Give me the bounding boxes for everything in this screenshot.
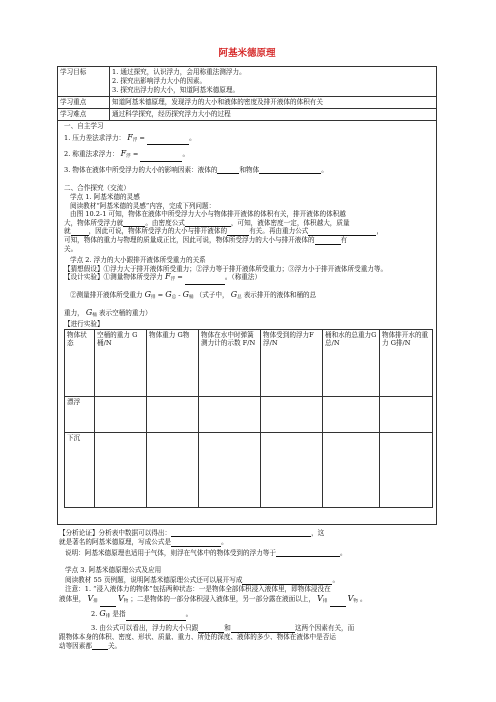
self-q2: 2. 称重法求浮力： $F_浮$ = 。 — [64, 150, 434, 162]
row-label: 漂浮 — [65, 396, 95, 432]
table-cell[interactable] — [380, 432, 433, 507]
analysis-section — [57, 529, 437, 558]
answer-blank[interactable] — [147, 137, 189, 145]
document-page — [57, 0, 437, 650]
answer-blank[interactable] — [315, 237, 341, 245]
s1-p3: 就 ，因此可说，物体所受浮力的大小与排开液体的 有关。再由重力公式 ， — [64, 227, 383, 236]
key-row — [58, 97, 437, 109]
goal-item: 2. 探究出影响浮力大小的因素。 — [112, 77, 207, 85]
diff-row — [58, 109, 437, 121]
answer-blank[interactable] — [242, 577, 332, 585]
s1-p1: 由图 10.2-1 可知，物体在液体中所受浮力大小与物体排开液体的体积有关，排开液体的体积越 — [70, 210, 346, 219]
s3-title: 学点 3. 阿基米德原理公式及应用 — [65, 566, 162, 575]
table-header: 物体重力 G物 — [147, 329, 199, 396]
s1-p4: 可知，物体的重力与物理的质量成正比，因此可说，物体所受浮力的大小与排开液体的 有 — [64, 235, 348, 244]
key-text: 知道阿基米德原理，发现浮力的大小和液体的密度及排开液体的体积有关 — [110, 97, 437, 109]
answer-blank[interactable] — [330, 599, 346, 607]
self-q3: 3. 物体在液体中所受浮力的大小的影响因素：液体的 和物体 。 — [64, 165, 328, 174]
answer-blank[interactable] — [71, 228, 89, 236]
s2-title: 学点 2. 浮力的大小跟排开液体所受重力的关系 — [70, 256, 206, 265]
s3-note-4: 3. 由公式可以看出，浮力的大小只跟 和 这两个因素有关，而 — [91, 624, 355, 633]
answer-blank[interactable] — [259, 166, 321, 174]
table-cell[interactable] — [261, 432, 323, 507]
answer-blank[interactable] — [140, 154, 182, 162]
s3-note-3: 2. $G_排$ 是指 。 — [59, 610, 437, 622]
s2-experiment-label: 【进行实验】 — [64, 320, 104, 329]
table-cell[interactable] — [261, 396, 323, 432]
content-frame — [57, 121, 437, 525]
self-heading: 一、自主学习 — [64, 122, 104, 130]
coop-heading: 二、合作探究（交流） — [64, 184, 130, 193]
goal-row — [58, 67, 437, 97]
s2-measure-cont: 重力， $G_桶$ 表示空桶的重力） — [64, 307, 152, 318]
answer-blank[interactable] — [171, 539, 221, 547]
answer-blank[interactable] — [217, 166, 239, 174]
answer-blank[interactable] — [185, 277, 225, 285]
table-header: 桶和水的总重力G总/N — [323, 329, 380, 396]
answer-blank[interactable] — [276, 549, 340, 557]
s3-read: 阅读教材 55 页例题，说明阿基米德原理公式还可以展开写成 。 — [65, 576, 340, 585]
table-header: 物体受到的浮力F浮/N — [261, 329, 323, 396]
s2-design: 【设计实验】①测量物体所受浮力 $F_浮$ = 。（称重法） — [64, 273, 434, 285]
diff-label: 学习难点 — [58, 109, 110, 121]
s2-measure: ②测量排开液体所受重力 $G_排 = G_总 - G_桶$ （式子中， $G_总$ 表示排开的液体和桶的总 — [70, 289, 317, 300]
table-cell[interactable] — [95, 396, 147, 432]
s3-note-5: 跟物体本身的体积、密度、形状、质量、重力、所处的深度、液体的多少、物体在液体中是否运 — [59, 633, 336, 642]
row-label: 下沉 — [65, 432, 95, 507]
table-cell[interactable] — [147, 432, 199, 507]
experiment-table — [64, 329, 433, 508]
s3-note-1: 注意：1. “浸入液体力的物体”包括两种状态：一是物体全部体积浸入液体里，即物体浸没在 — [65, 584, 331, 593]
answer-blank[interactable] — [171, 529, 311, 537]
table-cell[interactable] — [95, 432, 147, 507]
analysis-line-1: 【分析论证】分析表中数据可以得出： ，这 — [59, 528, 325, 537]
table-header: 空桶的重力 G桶/N — [95, 329, 147, 396]
table-row — [65, 396, 433, 432]
answer-blank[interactable] — [92, 642, 108, 650]
s1-read: 阅读教材“阿基米德的灵感”内容，完成下列问题： — [70, 201, 216, 210]
answer-blank[interactable] — [100, 599, 116, 607]
s2-guess: 【猜想假设】①浮力大于排开液体所受重力；②浮力等于排开液体所受重力；③浮力小于排开液体所受重力等。 — [64, 264, 388, 273]
table-header-row — [65, 329, 433, 396]
answer-blank[interactable] — [231, 625, 295, 633]
table-header: 物体在水中时弹簧测力计的示数 F/N — [199, 329, 261, 396]
diff-text: 通过科学探究，经历探究浮力大小的过程 — [110, 109, 437, 121]
table-cell[interactable] — [323, 432, 380, 507]
answer-blank[interactable] — [227, 228, 249, 236]
s1-title: 学点 1. 阿基米德的灵感 — [70, 192, 140, 201]
table-cell[interactable] — [323, 396, 380, 432]
s1-p2: 大，物体所受浮力就 。由密度公式 ，可知，液体密度一定，体积越大，质量 — [64, 218, 350, 227]
s1-p5: 关。 — [64, 244, 78, 253]
page-title: 阿基米德原理 — [218, 48, 276, 59]
table-row — [65, 432, 433, 507]
answer-blank[interactable] — [198, 625, 224, 633]
goal-list — [110, 67, 437, 97]
goal-item: 1. 通过探究，认识浮力，会用称重法测浮力。 — [112, 68, 246, 76]
answer-blank[interactable] — [308, 228, 376, 236]
table-cell[interactable] — [199, 396, 261, 432]
goal-label: 学习目标 — [58, 67, 110, 97]
analysis-line-3: 说明：阿基米德原理也适用于气体，则浮在气体中的物体受到的浮力等于 。 — [65, 548, 347, 557]
table-cell[interactable] — [380, 396, 433, 432]
self-q1: 1. 压力差法求浮力： $F_浮$ = 。 — [64, 134, 434, 146]
table-header: 物体状态 — [65, 329, 95, 396]
s3-note-2: 液体里， $V_排$ $V_物$ ；二是物体的一部分体积浸入液体里，另一部分露在液面以上， $V_排$ $V_物$ 。 — [59, 595, 437, 607]
info-table — [57, 66, 437, 121]
goal-item: 3. 探究出浮力的大小，知道阿基米德原理。 — [112, 86, 240, 94]
table-cell[interactable] — [147, 396, 199, 432]
section-3 — [57, 566, 437, 650]
key-label: 学习重点 — [58, 97, 110, 109]
answer-blank[interactable] — [126, 613, 186, 621]
table-cell[interactable] — [199, 432, 261, 507]
s3-note-6: 动等因素都 关。 — [59, 641, 122, 650]
table-header: 物体排开水的重力 G排/N — [380, 329, 433, 396]
analysis-line-2: 就是著名的阿基米德原理，写成公式是 。 — [59, 538, 228, 547]
